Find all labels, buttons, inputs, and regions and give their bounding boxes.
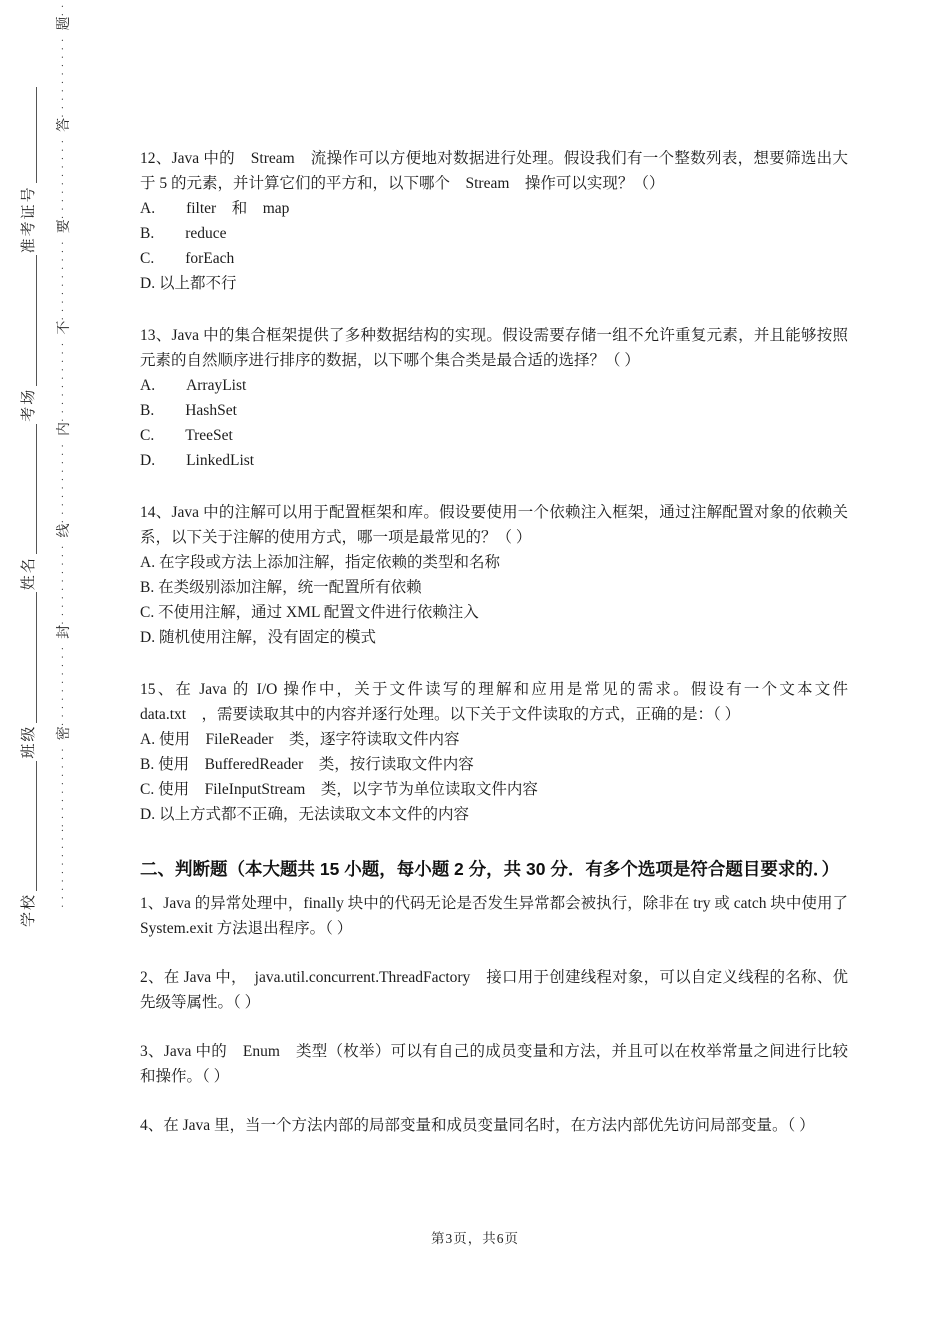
judgement-question: 1、Java 的异常处理中，finally 块中的代码无论是否发生异常都会被执行，除非在 try 或 catch 块中使用了 System.exit 方法退出程序。（ ） (140, 895, 852, 937)
seal-char (53, 625, 73, 726)
seal-char (53, 321, 73, 422)
seal-char (53, 726, 73, 827)
exam-field-blank (19, 424, 37, 554)
seal-line (50, 16, 76, 908)
seal-char (53, 422, 73, 523)
exam-field (19, 590, 39, 758)
exam-field-label: 姓名 (21, 556, 37, 591)
question-option: D. LinkedList (140, 452, 255, 469)
question-option: D. 以上方式都不正确，无法读取文本文件的内容 (140, 806, 469, 823)
exam-field-blank (19, 761, 37, 891)
question-stem: 14、Java 中的注解可以用于配置框架和库。假设要使用一个依赖注入框架，通过注解配置对象的依赖关系，以下关于注解的使用方式，哪一项是最常见的？（ ） (140, 504, 848, 546)
seal-char (53, 219, 73, 320)
exam-field-blank (19, 592, 37, 722)
seal-char-text: · · · 不 (57, 320, 72, 335)
exam-field-blank (19, 87, 37, 183)
seal-char-text: · · · 要 (57, 219, 72, 234)
exam-field (19, 253, 39, 421)
question-stem: 12、Java 中的 Stream 流操作可以方便地对数据进行处理。假设我们有一个整数列表，想要筛选出大于 5 的元素，并计算它们的平方和，以下哪个 Stream 操作可以实现？（） (140, 150, 848, 192)
exam-field-label: 准考证号 (21, 185, 37, 254)
question-option: C. 使用 FileInputStream 类，以字节为单位读取文件内容 (140, 781, 538, 798)
question-option: A. filter 和 map (140, 200, 290, 217)
seal-char (53, 118, 73, 219)
question-option: B. 使用 BufferedReader 类，按行读取文件内容 (140, 756, 474, 773)
exam-field-label: 班级 (21, 724, 37, 759)
choice-question (140, 146, 848, 296)
seal-char-text: · · · 封 (57, 624, 72, 639)
question-option: A. 在字段或方法上添加注解，指定依赖的类型和名称 (140, 554, 500, 571)
question-options (140, 196, 848, 296)
seal-char-text: · · · 线 (57, 523, 72, 538)
question-option: B. reduce (140, 225, 227, 242)
question-option: D. 以上都不行 (140, 275, 237, 292)
question-option: A. 使用 FileReader 类，逐字符读取文件内容 (140, 731, 460, 748)
exam-field-label: 学校 (21, 892, 37, 927)
question-option: D. 随机使用注解，没有固定的模式 (140, 629, 376, 646)
question-option: C. forEach (140, 250, 235, 267)
question-option: A. ArrayList (140, 377, 247, 394)
judgement-question: 3、Java 中的 Enum 类型（枚举）可以有自己的成员变量和方法，并且可以在枚举常量之间进行比较和操作。（ ） (140, 1043, 848, 1085)
question-options (140, 550, 848, 650)
section-heading: 二、判断题（本大题共 15 小题，每小题 2 分，共 30 分．有多个选项是符合题目要求的．） (140, 859, 840, 879)
seal-char-text: · · · 内 (57, 422, 72, 437)
judgement-question-list (140, 891, 852, 1138)
choice-question-list (140, 146, 864, 827)
seal-char-text: · · · 题 (57, 16, 72, 31)
exam-field-label: 考场 (21, 387, 37, 422)
exam-field (19, 422, 39, 590)
page-number: 第3页，共6页 (431, 1231, 519, 1246)
seal-char (53, 523, 73, 624)
judgement-question: 2、在 Java 中， java.util.concurrent.ThreadFactory 接口用于创建线程对象，可以自定义线程的名称、优先级等属性。（ ） (140, 969, 848, 1011)
question-stem: 15、在 Java 的 I/O 操作中，关于文件读写的理解和应用是常见的需求。假设有一个文本文件 data.txt ，需要读取其中的内容并逐行处理。以下关于文件读取的方式，正确的是：（ ） (140, 681, 864, 723)
question-option: B. 在类级别添加注解，统一配置所有依赖 (140, 579, 422, 596)
choice-question (140, 323, 848, 473)
question-options (140, 727, 848, 827)
exam-field-blank (19, 255, 37, 385)
seal-char-text: · · · · · · 密 (57, 726, 72, 741)
judgement-question: 4、在 Java 里，当一个方法内部的局部变量和成员变量同名时，在方法内部优先访问局部变量。（ ） (140, 1117, 815, 1134)
seal-char (53, 16, 73, 117)
choice-question (140, 500, 848, 650)
exam-field (19, 759, 39, 927)
exam-body (140, 146, 864, 1162)
choice-question (140, 677, 864, 827)
question-stem: 13、Java 中的集合框架提供了多种数据结构的实现。假设需要存储一组不允许重复元素，并且能够按照元素的自然顺序进行排序的数据，以下哪个集合类是最合适的选择？（ ） (140, 327, 848, 369)
exam-field (19, 85, 39, 253)
question-option: C. TreeSet (140, 427, 233, 444)
question-options (140, 373, 848, 473)
seal-char-text: · · · 答 (57, 117, 72, 132)
exam-info-fields (12, 85, 39, 927)
question-option: B. HashSet (140, 402, 237, 419)
question-option: C. 不使用注解，通过 XML 配置文件进行依赖注入 (140, 604, 479, 621)
